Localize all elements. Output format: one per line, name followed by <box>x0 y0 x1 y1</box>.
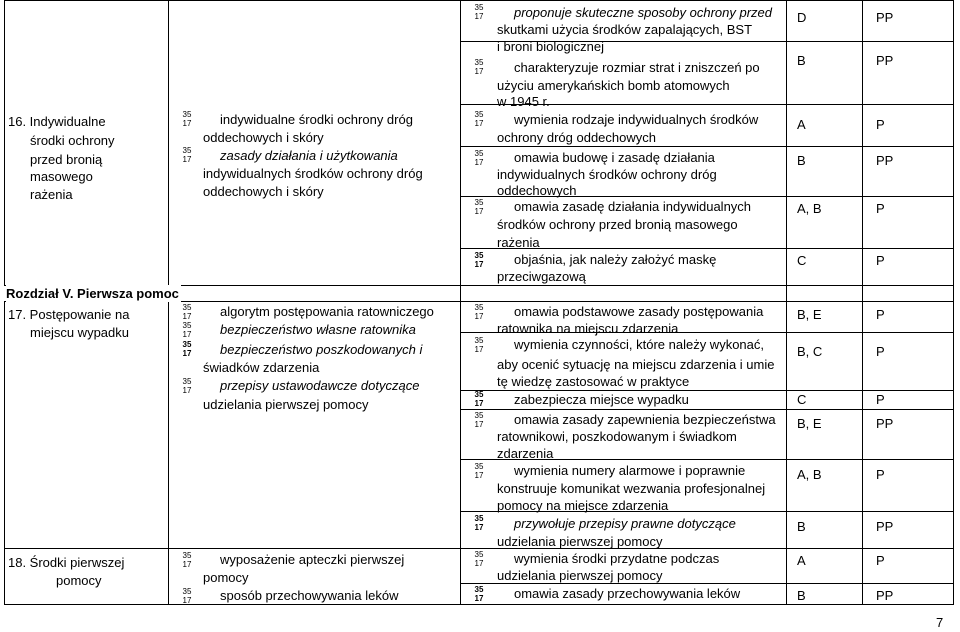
outcome-line: omawia budowę i zasadę działania <box>514 150 715 165</box>
level-cell: P <box>876 201 885 216</box>
section-17-line: miejscu wypadku <box>30 325 129 340</box>
category-cell: B, C <box>797 344 823 359</box>
category-cell: C <box>797 253 807 268</box>
category-cell: A, B <box>797 201 822 216</box>
section-18-line: 18. Środki pierwszej <box>8 555 125 570</box>
divider-col1 <box>168 0 169 285</box>
content-line: bezpieczeństwo poszkodowanych i <box>220 342 423 357</box>
mark-icon: 35 17 <box>474 462 484 480</box>
mark-icon: 35 17 <box>182 377 192 395</box>
row-line-bottom <box>4 604 954 605</box>
section-16-line: przed bronią <box>30 152 103 167</box>
divider-col3 <box>786 0 787 604</box>
outcome-line: rażenia <box>497 235 540 250</box>
outcome-line: wymienia numery alarmowe i poprawnie <box>514 463 746 478</box>
mark-icon: 35 17 <box>474 110 484 128</box>
level-cell: P <box>876 392 885 407</box>
outcome-line: aby ocenić sytuację na miejscu zdarzenia i umie <box>497 357 775 372</box>
mark-icon: 35 17 <box>182 110 192 128</box>
border-right <box>953 0 954 604</box>
divider-col2 <box>460 0 461 604</box>
level-cell: PP <box>876 153 894 168</box>
level-cell: P <box>876 117 885 132</box>
outcome-line: wymienia środki przydatne podczas <box>514 551 720 566</box>
mark-icon: 35 17 <box>474 514 484 532</box>
outcome-line: zabezpiecza miejsce wypadku <box>514 392 689 407</box>
level-cell: P <box>876 553 885 568</box>
level-cell: PP <box>876 588 894 603</box>
category-cell: B, E <box>797 307 822 322</box>
outcome-line: zdarzenia <box>497 446 554 461</box>
mark-icon: 35 17 <box>474 390 484 408</box>
category-cell: A <box>797 553 806 568</box>
row-line <box>460 409 954 410</box>
section-17-line: 17. Postępowanie na <box>8 307 130 322</box>
level-cell: PP <box>876 416 894 431</box>
category-cell: A, B <box>797 467 822 482</box>
content-line: sposób przechowywania leków <box>220 588 399 603</box>
outcome-line: omawia podstawowe zasady postępowania <box>514 304 764 319</box>
category-cell: A <box>797 117 806 132</box>
mark-icon: 35 17 <box>182 303 192 321</box>
level-cell: P <box>876 344 885 359</box>
content-line: zasady działania i użytkowania <box>220 148 398 163</box>
outcome-line: wymienia rodzaje indywidualnych środków <box>514 112 759 127</box>
row-line-top <box>4 0 954 1</box>
category-cell: B, E <box>797 416 822 431</box>
outcome-line: charakteryzuje rozmiar strat i zniszczeń po <box>514 60 760 75</box>
mark-icon: 35 17 <box>474 58 484 76</box>
content-line: oddechowych i skóry <box>203 184 324 199</box>
mark-icon: 35 17 <box>474 550 484 568</box>
outcome-line: omawia zasadę działania indywidualnych <box>514 199 752 214</box>
section-16-line: środki ochrony <box>30 133 115 148</box>
category-cell: B <box>797 519 806 534</box>
mark-icon: 35 17 <box>182 340 192 358</box>
section-16-line: masowego <box>30 169 93 184</box>
outcome-line: objaśnia, jak należy założyć maskę <box>514 252 717 267</box>
mark-icon: 35 17 <box>182 587 192 605</box>
mark-icon: 35 17 <box>474 3 484 21</box>
mark-icon: 35 17 <box>182 146 192 164</box>
outcome-line: ratownika na miejscu zdarzenia <box>497 321 679 336</box>
page-number: 7 <box>936 615 944 630</box>
mark-icon: 35 17 <box>474 198 484 216</box>
mark-icon: 35 17 <box>474 336 484 354</box>
mark-icon: 35 17 <box>182 321 192 339</box>
mark-icon: 35 17 <box>474 303 484 321</box>
category-cell: B <box>797 153 806 168</box>
content-line: przepisy ustawodawcze dotyczące <box>220 378 420 393</box>
outcome-line: udzielania pierwszej pomocy <box>497 534 663 549</box>
section-16-line: 16. Indywidualne <box>8 114 106 129</box>
level-cell: PP <box>876 53 894 68</box>
outcome-line: użyciu amerykańskich bomb atomowych <box>497 78 730 93</box>
outcome-line: w 1945 r. <box>497 94 550 109</box>
content-line: wyposażenie apteczki pierwszej <box>220 552 405 567</box>
outcome-line: omawia zasady zapewnienia bezpieczeństwa <box>514 412 776 427</box>
content-line: indywidualne środki ochrony dróg <box>220 112 413 127</box>
section-18-line: pomocy <box>56 573 102 588</box>
outcome-line: oddechowych <box>497 183 577 198</box>
outcome-line: tę wiedzę zastosować w praktyce <box>497 374 690 389</box>
outcome-line: konstruuje komunikat wezwania profesjonalnej <box>497 481 766 496</box>
mark-icon: 35 17 <box>182 551 192 569</box>
mark-icon: 35 17 <box>474 149 484 167</box>
mark-icon: 35 17 <box>474 251 484 269</box>
content-line: indywidualnych środków ochrony dróg <box>203 166 423 181</box>
mark-icon: 35 17 <box>474 411 484 429</box>
outcome-line: omawia zasady przechowywania leków <box>514 586 741 601</box>
outcome-line: proponuje skuteczne sposoby ochrony przed <box>514 5 772 20</box>
outcome-line: wymienia czynności, które należy wykonać, <box>514 337 764 352</box>
category-cell: D <box>797 10 807 25</box>
outcome-line: przywołuje przepisy prawne dotyczące <box>514 516 736 531</box>
content-line: pomocy <box>203 570 249 585</box>
level-cell: PP <box>876 10 894 25</box>
outcome-line: środków ochrony przed bronią masowego <box>497 217 738 232</box>
outcome-line: ochrony dróg oddechowych <box>497 130 656 145</box>
outcome-line: ratownikowi, poszkodowanym i świadkom <box>497 429 737 444</box>
level-cell: P <box>876 467 885 482</box>
content-line: świadków zdarzenia <box>203 360 320 375</box>
chapter-heading: Rozdział V. Pierwsza pomoc <box>6 286 179 301</box>
divider-col4 <box>862 0 863 604</box>
outcome-line: i broni biologicznej <box>497 39 604 54</box>
level-cell: P <box>876 253 885 268</box>
content-line: udzielania pierwszej pomocy <box>203 397 369 412</box>
content-line: oddechowych i skóry <box>203 130 324 145</box>
outcome-line: przeciwgazową <box>497 269 586 284</box>
section-16-line: rażenia <box>30 187 73 202</box>
outcome-line: indywidualnych środków ochrony dróg <box>497 167 717 182</box>
row-line <box>460 146 954 147</box>
outcome-line: udzielania pierwszej pomocy <box>497 568 663 583</box>
border-left <box>4 0 5 285</box>
outcome-line: skutkami użycia środków zapalających, BST <box>497 22 753 37</box>
divider-col1-lower <box>168 301 169 604</box>
outcome-line: pomocy na miejsce zdarzenia <box>497 498 669 513</box>
level-cell: P <box>876 307 885 322</box>
mark-icon: 35 17 <box>474 585 484 603</box>
category-cell: B <box>797 588 806 603</box>
border-left-lower <box>4 301 5 604</box>
row-line-section <box>4 548 954 549</box>
content-line: algorytm postępowania ratowniczego <box>220 304 434 319</box>
category-cell: B <box>797 53 806 68</box>
content-line: bezpieczeństwo własne ratownika <box>220 322 416 337</box>
level-cell: PP <box>876 519 894 534</box>
category-cell: C <box>797 392 807 407</box>
